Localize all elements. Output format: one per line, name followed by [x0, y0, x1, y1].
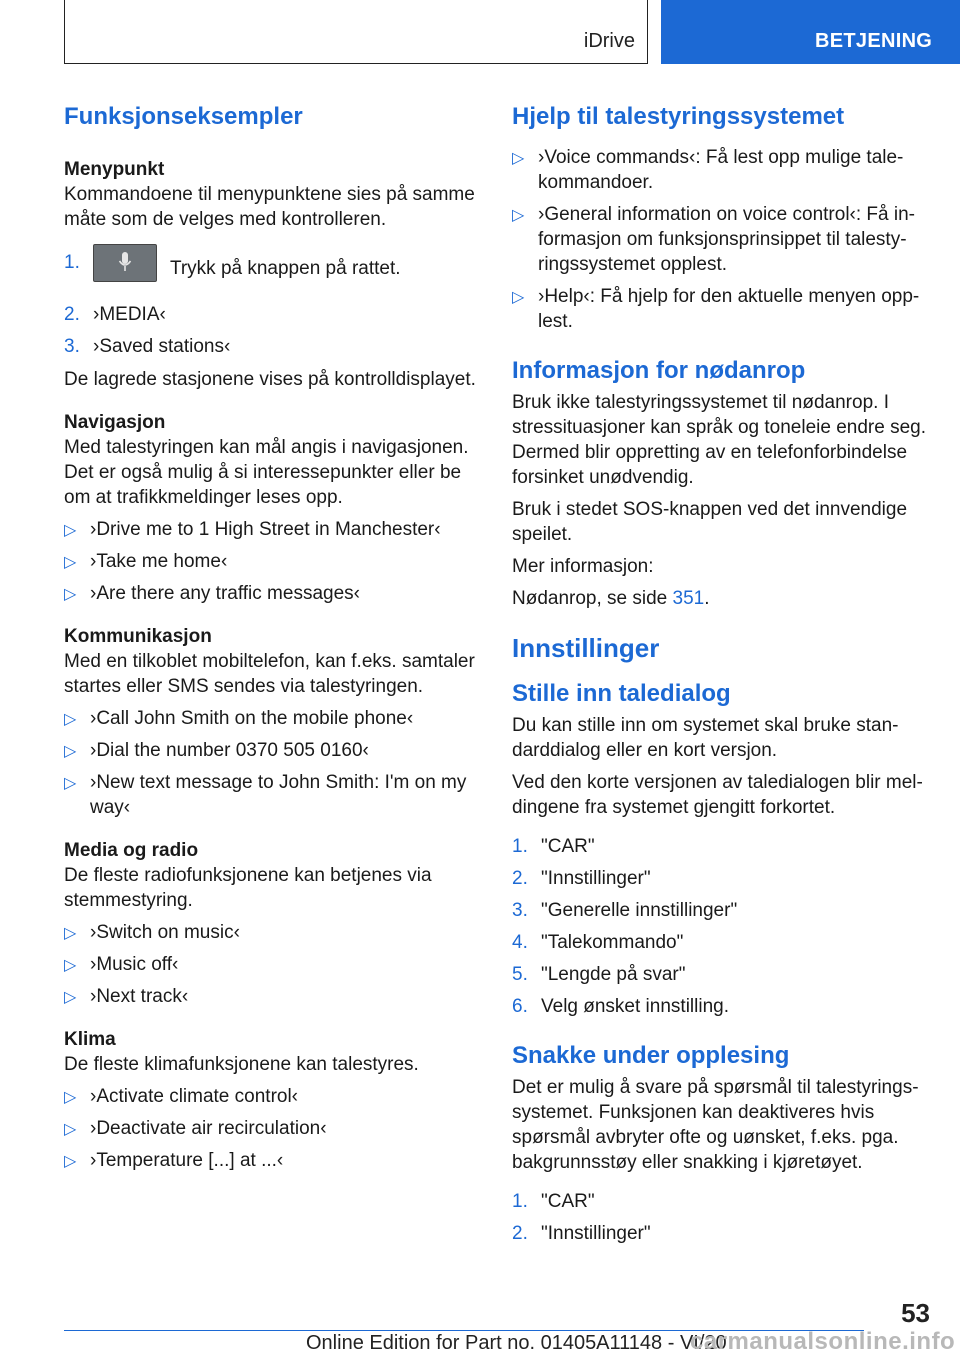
triangle-bullet-icon: ▷ [64, 711, 77, 728]
triangle-bullet-icon: ▷ [64, 1153, 77, 1170]
menu-intro: Kommandoene til menypunktene sies på samme måte som de velges med kontrolleren. [64, 184, 475, 230]
header-box [64, 0, 648, 64]
page-number: 53 [901, 1298, 930, 1328]
step-item: 1. Trykk på knappen på rattet. [64, 250, 480, 288]
dialog-title: Stille inn taledialog [512, 680, 731, 707]
triangle-bullet-icon: ▷ [64, 957, 77, 974]
menu-heading: Menypunkt [64, 159, 165, 180]
step-text: ›Saved stations‹ [93, 336, 231, 357]
page-reference-link[interactable]: 351 [672, 588, 705, 609]
triangle-bullet-icon: ▷ [64, 1089, 77, 1106]
step-text: Trykk på knappen på rattet. [169, 258, 401, 280]
step-item: 1. "CAR" [512, 836, 595, 857]
emergency-title: Informasjon for nødanrop [512, 357, 806, 384]
communication-text: Med en tilkoblet mobiltelefon, kan f.eks. samtaler startes eller SMS sendes via talestyringen. [64, 651, 475, 697]
triangle-bullet-icon: ▷ [64, 586, 77, 603]
section-title-examples: Funksjonseksempler [64, 103, 303, 130]
dialog-p2: Ved den korte versjonen av taledialogen blir mel-dingene fra systemet gjengitt forkortet. [512, 772, 923, 818]
media-heading: Media og radio [64, 840, 199, 861]
dialog-p1: Du kan stille inn om systemet skal bruke stan-darddialog eller en kort versjon. [512, 715, 899, 761]
navigation-commands [64, 517, 480, 606]
menu-steps [64, 250, 480, 359]
step-item: 4. "Talekommando" [512, 932, 684, 953]
step-item: 2. "Innstillinger" [512, 1223, 651, 1244]
help-commands [512, 145, 928, 334]
help-item: ▷ ›Voice commands‹: Få lest opp mulige tale-kommandoer. [512, 147, 904, 193]
header-section: iDrive [583, 30, 635, 52]
step-item: 2. "Innstillinger" [512, 868, 651, 889]
media-commands [64, 920, 480, 1009]
step-item: 6. Velg ønsket innstilling. [512, 996, 729, 1017]
command-item: ▷ ›Activate climate control‹ [64, 1084, 480, 1109]
command-item: ▷ ›Call John Smith on the mobile phone‹ [64, 706, 480, 731]
climate-text: De fleste klimafunksjonene kan talestyres. [64, 1054, 419, 1075]
emergency-p3: Mer informasjon: [512, 556, 654, 577]
help-title: Hjelp til talestyringssystemet [512, 103, 845, 130]
triangle-bullet-icon: ▷ [64, 743, 77, 760]
triangle-bullet-icon: ▷ [512, 150, 525, 167]
command-item: ▷ ›New text message to John Smith: I'm on my way‹ [64, 772, 467, 818]
help-item: ▷ ›General information on voice control‹: Få in-formasjon om funksjonsprinsippet til talesty-ringssystemet opplest. [512, 204, 915, 275]
right-column [512, 101, 928, 1254]
left-column [64, 101, 480, 1191]
triangle-bullet-icon: ▷ [64, 522, 77, 539]
command-item: ▷ ›Take me home‹ [64, 549, 480, 574]
triangle-bullet-icon: ▷ [64, 1121, 77, 1138]
triangle-bullet-icon: ▷ [64, 989, 77, 1006]
triangle-bullet-icon: ▷ [512, 289, 525, 306]
emergency-p1: Bruk ikke talestyringssystemet til nødanrop. I stressituasjoner kan språk og toneleie endre seg. Dermed blir oppretting av en telefonforbindelse forsinket unødvendig. [512, 392, 927, 488]
communication-heading: Kommunikasjon [64, 626, 212, 647]
menu-section [64, 157, 480, 392]
settings-title: Innstillinger [512, 633, 660, 663]
climate-section [64, 1027, 480, 1173]
menu-after-text: De lagrede stasjonene vises på kontrolldisplayet. [64, 369, 476, 390]
media-section [64, 838, 480, 1009]
speak-steps [512, 1189, 928, 1246]
speak-p1: Det er mulig å svare på spørsmål til talestyrings-systemet. Funksjonen kan deaktiveres hvis spørsmål avbryter ofte og uønsket, f.eks. pga. bakgrunnsstøy eller snakking i kjøretøyet. [512, 1077, 919, 1173]
navigation-heading: Navigasjon [64, 412, 166, 433]
climate-heading: Klima [64, 1029, 116, 1050]
emergency-p2: Bruk i stedet SOS-knappen ved det innvendige speilet. [512, 499, 908, 545]
step-item: 2. ›MEDIA‹ [64, 304, 166, 325]
voice-button-image [93, 244, 157, 282]
navigation-text: Med talestyringen kan mål angis i navigasjonen. Det er også mulig å si interessepunkter eller be om at trafikkmeldinger leses opp. [64, 437, 469, 508]
step-item: 3. "Generelle innstillinger" [512, 900, 738, 921]
triangle-bullet-icon: ▷ [64, 775, 77, 792]
command-item: ▷ ›Are there any traffic messages‹ [64, 581, 480, 606]
help-item: ▷ ›Help‹: Få hjelp for den aktuelle menyen opp-lest. [512, 286, 920, 332]
triangle-bullet-icon: ▷ [512, 207, 525, 224]
command-item: ▷ ›Drive me to 1 High Street in Manchester‹ [64, 517, 480, 542]
command-item: ▷ ›Dial the number 0370 505 0160‹ [64, 738, 480, 763]
communication-section [64, 624, 480, 820]
communication-commands [64, 706, 480, 820]
step-item: 5. "Lengde på svar" [512, 964, 686, 985]
command-item: ▷ ›Switch on music‹ [64, 920, 480, 945]
speak-title: Snakke under opplesing [512, 1042, 790, 1069]
dialog-steps [512, 834, 928, 1019]
navigation-section [64, 410, 480, 606]
emergency-p4: Nødanrop, se side 351. [512, 588, 710, 609]
footer-edition: Online Edition for Part no. 01405A11148 - VI/20 [306, 1332, 727, 1354]
header-chapter-tab: BETJENING [661, 0, 960, 64]
climate-commands [64, 1084, 480, 1173]
command-item: ▷ ›Next track‹ [64, 984, 480, 1009]
step-item: 1. "CAR" [512, 1191, 595, 1212]
command-item: ▷ ›Deactivate air recirculation‹ [64, 1116, 480, 1141]
command-item: ▷ ›Music off‹ [64, 952, 480, 977]
step-item: 3. ›Saved stations‹ [64, 336, 231, 357]
step-text: ›MEDIA‹ [93, 304, 166, 325]
triangle-bullet-icon: ▷ [64, 925, 77, 942]
media-text: De fleste radiofunksjonene kan betjenes via stemmestyring. [64, 865, 432, 911]
microphone-icon [118, 251, 132, 273]
triangle-bullet-icon: ▷ [64, 554, 77, 571]
watermark: carmanualsonline.info [690, 1328, 956, 1355]
command-item: ▷ ›Temperature [...] at ...‹ [64, 1148, 480, 1173]
